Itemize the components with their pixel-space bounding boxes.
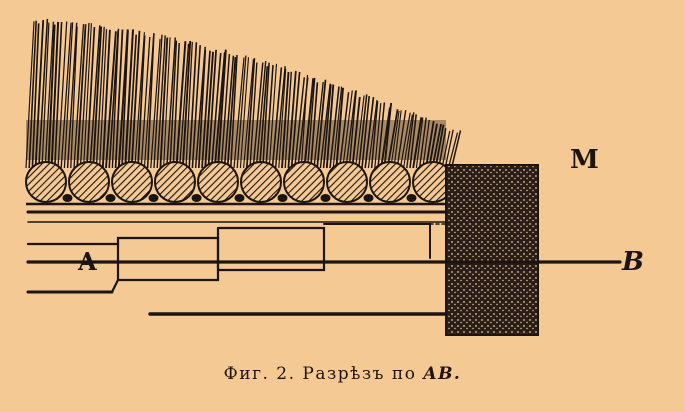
cell-junction <box>278 194 288 202</box>
block-m <box>446 165 538 335</box>
cell-junction <box>63 194 73 202</box>
cell-circle <box>26 162 66 202</box>
cell-junction <box>235 194 245 202</box>
cell-junction <box>149 194 159 202</box>
cell-circle <box>241 162 281 202</box>
caption-prefix: Фиг. 2. Разрѣзъ по <box>223 364 417 384</box>
cilia-hatching <box>26 19 461 168</box>
cell-circle <box>155 162 195 202</box>
cell-circle <box>69 162 109 202</box>
stepped-outline-3 <box>324 224 430 258</box>
figure-caption <box>0 364 685 384</box>
cell-junction <box>364 194 374 202</box>
label-a: A <box>78 247 97 276</box>
cell-circle <box>327 162 367 202</box>
dense-band <box>26 120 446 160</box>
caption-section: AB. <box>423 364 462 384</box>
cell-junction <box>407 194 417 202</box>
cell-row <box>26 162 453 204</box>
stepped-outline-2 <box>218 228 324 270</box>
cell-circle <box>198 162 238 202</box>
cell-junction <box>321 194 331 202</box>
cell-junction <box>192 194 202 202</box>
label-b: B <box>622 247 644 277</box>
label-m: M <box>570 145 599 175</box>
cell-circle <box>370 162 410 202</box>
stepped-outline-1 <box>112 238 218 292</box>
cell-circle <box>284 162 324 202</box>
cell-circle <box>112 162 152 202</box>
cell-junction <box>106 194 116 202</box>
